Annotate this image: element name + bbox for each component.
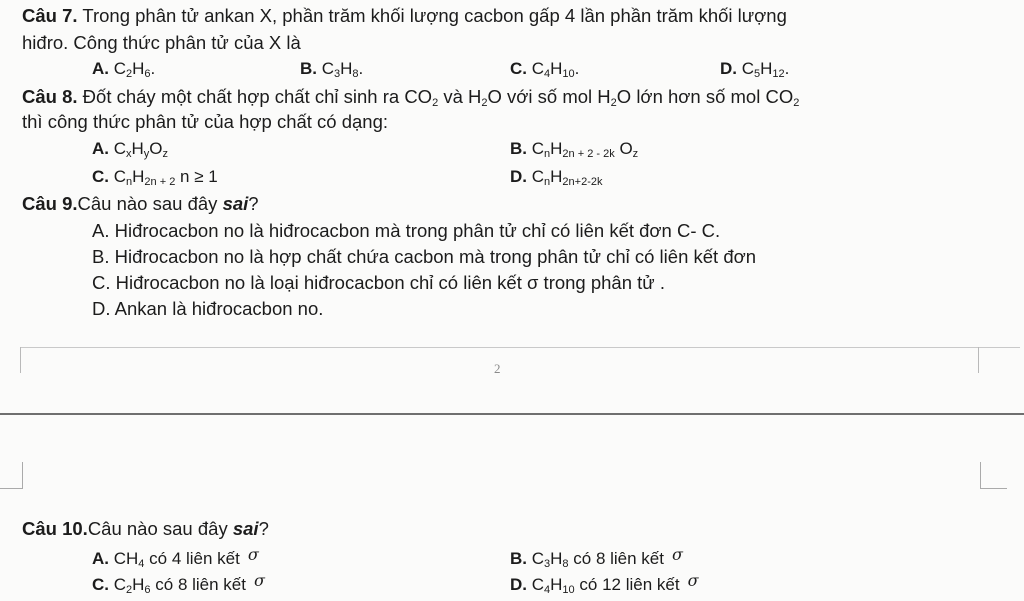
q10-option-c[interactable]: C. $C_2H_6$ có 8 liên kết σ [92,571,265,596]
sigma-symbol: σ [254,571,265,590]
q9-option-a[interactable]: A. Hiđrocacbon no là hiđrocacbon mà trong phân tử chỉ có liên kết đơn C- C. [92,220,721,241]
page-number: 2 [494,361,501,376]
q8-option-d[interactable]: D. $C_nH_{2n+2-2k}$ [510,167,603,188]
q9-option-d[interactable]: D. Ankan là hiđrocacbon no. [92,298,324,319]
q8-option-c[interactable]: C. $C_nH_{2n + 2}$ n ≥ 1 [92,167,218,188]
q8-line1: Câu 8. Đốt cháy một chất hợp chất chỉ sinh ra $CO_2$ và $H_2O$ với số mol $H_2O$ lớn hơn số mol $CO_2$ [22,86,800,109]
q7-line1 [22,5,787,27]
q9-head: Câu 9. [22,193,78,214]
q10-line: Câu 10.Câu nào sau đây sai? [22,518,269,539]
q8-option-b[interactable]: B. $C_nH_{2n + 2 - 2k}$ $O_z$ [510,139,639,160]
q9-option-b[interactable]: B. Hiđrocacbon no là hợp chất chứa cacbon mà trong phân tử chỉ có liên kết đơn [92,246,757,267]
q7-head: Câu 7. [22,5,78,26]
q8-option-a[interactable]: A. $C_xH_yO_z$ [92,139,169,160]
sigma-symbol: σ [672,545,683,564]
q7-option-a[interactable]: A. $C_2H_6$. [92,59,156,80]
q10-option-a[interactable]: A. $CH_4$ có 4 liên kết σ [92,545,259,570]
q10-option-d[interactable]: D. $C_4H_{10}$ có 12 liên kết σ [510,571,699,596]
q9-option-c[interactable]: C. Hiđrocacbon no là loại hiđrocacbon chỉ có liên kết σ trong phân tử . [92,272,665,293]
page-break-line [0,413,1024,415]
q7-option-c[interactable]: C. $C_4H_{10}$. [510,59,580,80]
footer-right-edge [978,347,979,373]
q9-line: Câu 9.Câu nào sau đây sai? [22,193,259,214]
page-footer-line [20,347,1020,348]
q10-sai: sai [232,518,259,539]
q8-line2: thì công thức phân tử của hợp chất có dạng: [22,111,389,132]
q7-line2: hiđro. Công thức phân tử của X là [22,32,301,53]
q10-option-b[interactable]: B. $C_3H_8$ có 8 liên kết σ [510,545,683,570]
footer-left-edge [20,347,21,373]
crop-mark-right [980,462,1007,489]
q7-option-b[interactable]: B. $C_3H_8$. [300,59,364,80]
q9-sai: sai [222,193,249,214]
q8-head: Câu 8. [22,86,78,107]
sigma-symbol: σ [687,571,699,590]
q10-head: Câu 10. [22,518,88,539]
q7-option-d[interactable]: D. $C_5H_{12}$. [720,59,790,80]
crop-mark-left [0,462,23,489]
q7-text1: Trong phân tử ankan X, phần trăm khối lượng cacbon gấp 4 lần phần trăm khối lượng [77,5,787,26]
sigma-symbol: σ [247,545,259,564]
